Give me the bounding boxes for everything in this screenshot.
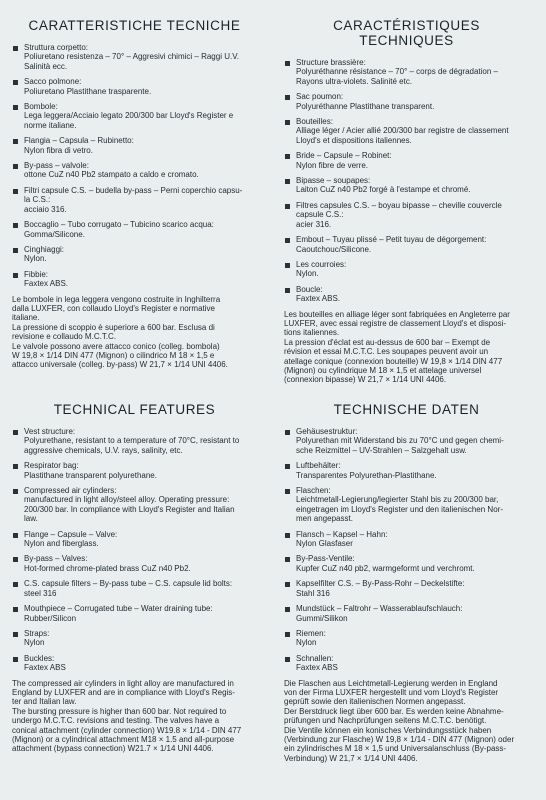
bullet-square-icon	[285, 533, 290, 538]
feature-list-german	[284, 427, 529, 673]
feature-item-text: Compressed air cylinders: manufactured in light alloy/steel alloy. Operating pressure: 200/300 bar. In compliance with Lloyd's Register and Italian law.	[24, 486, 235, 524]
bullet-square-icon	[13, 657, 18, 662]
feature-item-text: Buckles: Faxtex ABS	[24, 653, 66, 673]
feature-list-item	[12, 654, 257, 673]
feature-item-text: Sac poumon: Polyuréthanne Plastithane transparent.	[296, 92, 435, 111]
feature-list-item	[284, 530, 529, 549]
section-german	[284, 402, 529, 771]
bullet-square-icon	[13, 46, 18, 51]
feature-item-text: Straps: Nylon	[24, 628, 50, 648]
feature-item-text: Riemen: Nylon	[296, 628, 326, 648]
feature-list-item	[284, 201, 529, 229]
bullet-square-icon	[13, 139, 18, 144]
feature-item-text: Vest structure: Polyurethane, resistant to a temperature of 70°C, resistant to aggressive chemicals, U.V. rays, salinity, etc.	[24, 427, 240, 455]
feature-list-item	[12, 486, 257, 524]
feature-list-item	[12, 43, 257, 71]
bullet-square-icon	[285, 204, 290, 209]
feature-item-text: Structure brassière: Polyuréthanne résistance – 70° – corps de dégradation – Rayons ultra-violets. Salinité etc.	[296, 58, 498, 86]
section-heading-french: CARACTÉRISTIQUES TECHNIQUES	[333, 18, 480, 48]
feature-list-item	[12, 530, 257, 549]
bullet-square-icon	[13, 607, 18, 612]
feature-item-text: Flansch – Kapsel – Hahn: Nylon Glasfaser	[296, 529, 388, 549]
feature-item-text: Kapselfilter C.S. – By-Pass-Rohr – Deckelstifte: Stahl 316	[296, 579, 465, 598]
feature-list-item	[12, 427, 257, 455]
bullet-square-icon	[285, 557, 290, 562]
feature-item-text: Bipasse – soupapes: Laiton CuZ n40 Pb2 forgé à l'estampe et chromé.	[296, 176, 471, 195]
feature-list-item	[12, 136, 257, 155]
feature-list-item	[284, 151, 529, 170]
feature-list-item	[12, 461, 257, 480]
bullet-square-icon	[13, 273, 18, 278]
section-english	[12, 402, 257, 762]
feature-list-item	[12, 77, 257, 96]
feature-item-text: Cinghiaggi: Nylon.	[24, 244, 65, 264]
bullet-square-icon	[285, 288, 290, 293]
bullet-square-icon	[285, 154, 290, 159]
feature-list-item	[284, 461, 529, 480]
bullet-square-icon	[285, 238, 290, 243]
bullet-square-icon	[285, 657, 290, 662]
feature-list-item	[284, 260, 529, 279]
bullet-square-icon	[285, 95, 290, 100]
bullet-square-icon	[13, 80, 18, 85]
feature-list-item	[12, 102, 257, 130]
feature-list-item	[12, 220, 257, 239]
feature-list-item	[284, 604, 529, 623]
section-french	[284, 18, 529, 393]
bullet-square-icon	[285, 120, 290, 125]
feature-list-item	[284, 629, 529, 648]
bullet-square-icon	[13, 105, 18, 110]
section-heading-italian: CARATTERISTICHE TECNICHE	[28, 18, 241, 33]
feature-list-item	[284, 579, 529, 598]
bullet-square-icon	[13, 533, 18, 538]
feature-list-item	[284, 235, 529, 254]
bullet-square-icon	[285, 430, 290, 435]
feature-item-text: Bouteilles: Alliage léger / Acier allié 200/300 bar registre de classement Lloyd's et dispositions italiennes.	[296, 117, 509, 145]
feature-list-item	[284, 176, 529, 195]
feature-list-item	[284, 58, 529, 86]
feature-list-item	[12, 554, 257, 573]
feature-item-text: Flange – Capsule – Valve: Nylon and fiberglass.	[24, 529, 118, 549]
feature-item-text: Mundstück – Faltrohr – Wasserablaufschlauch: Gummi/Silikon	[296, 604, 463, 623]
bullet-square-icon	[285, 179, 290, 184]
feature-list-item	[12, 579, 257, 598]
bullet-square-icon	[13, 223, 18, 228]
feature-item-text: Filtres capsules C.S. – boyau bipasse – cheville couvercle capsule C.S.: acier 316.	[296, 200, 502, 229]
feature-list-item	[284, 285, 529, 304]
feature-list-french	[284, 58, 529, 304]
bullet-square-icon	[285, 464, 290, 469]
bullet-square-icon	[13, 557, 18, 562]
section-note-french: Les bouteilles en alliage léger sont fabriquées en Angleterre par LUXFER, avec essai registre de classement Lloyd's et disposi- tions italiennes. La pression d'éclat est au-dessus de 600 bar – Exempt de révision et essai M.C.T.C. Les soupapes peuvent avoir un atellage conique (connexion bouteille) W 19,8 × 1/14 DIN 477 (Mignon) ou cylindrique M 18 × 1,5 et attelage universel (connexion bipasse) W 21,7 × 1/14 UNI 4406.	[284, 309, 510, 385]
bullet-square-icon	[285, 632, 290, 637]
feature-item-text: By-Pass-Ventile: Kupfer CuZ n40 pb2, warmgeformt und verchromt.	[296, 554, 475, 573]
feature-list-item	[12, 604, 257, 623]
feature-item-text: Boucle: Faxtex ABS.	[296, 284, 341, 304]
feature-item-text: Bride – Capsule – Robinet: Nylon fibre de verre.	[296, 151, 392, 170]
feature-list-italian	[12, 43, 257, 289]
feature-list-item	[12, 629, 257, 648]
feature-list-item	[284, 654, 529, 673]
feature-item-text: By-pass – valvole: ottone CuZ n40 Pb2 stampato a caldo e cromato.	[24, 161, 199, 180]
bullet-square-icon	[13, 164, 18, 169]
bullet-square-icon	[285, 263, 290, 268]
section-italian	[12, 18, 257, 378]
feature-list-item	[284, 554, 529, 573]
feature-item-text: Struttura corpetto: Poliuretano resistenza – 70° – Aggresivi chimici – Raggi U.V. Salinità ecc.	[24, 43, 240, 71]
feature-item-text: Les courroies: Nylon.	[296, 259, 347, 279]
bullet-square-icon	[285, 582, 290, 587]
feature-item-text: Fibbie: Faxtex ABS.	[24, 269, 69, 289]
section-note-italian: Le bombole in lega leggera vengono costruite in Inghilterra dalla LUXFER, con collaudo Lloyd's Register e normative italiane. La pressione di scoppio è superiore a 600 bar. Esclusa di revisione e collaudo M.C.T.C. Le valvole possono avere attacco conico (colleg. bombola) W 19,8 × 1/14 DIN 477 (Mignon) o cilindrico M 18 × 1,5 e attacco universale (colleg. by-pass) W 21,7 × 1/14 UNI 4406.	[12, 294, 228, 370]
bullet-square-icon	[13, 464, 18, 469]
feature-list-item	[284, 117, 529, 145]
section-heading-german: TECHNISCHE DATEN	[333, 402, 480, 417]
bullet-square-icon	[285, 489, 290, 494]
bullet-square-icon	[13, 189, 18, 194]
bullet-square-icon	[13, 248, 18, 253]
feature-item-text: Bombole: Lega leggera/Acciaio legato 200/300 bar Lloyd's Register e norme italiane.	[24, 102, 234, 130]
feature-item-text: Sacco polmone: Poliuretano Plastithane trasparente.	[24, 77, 152, 96]
feature-item-text: Mouthpiece – Corrugated tube – Water draining tube: Rubber/Silicon	[24, 604, 213, 623]
feature-item-text: Gehäusestruktur: Polyurethan mit Widerstand bis zu 70°C und gegen chemi- sche Reizmittel – UV-Strahlen – Salzgehalt usw.	[296, 427, 504, 455]
feature-list-item	[284, 92, 529, 111]
bullet-square-icon	[13, 430, 18, 435]
feature-item-text: Schnallen: Faxtex ABS	[296, 653, 338, 673]
bullet-square-icon	[13, 632, 18, 637]
feature-list-item	[284, 486, 529, 524]
feature-item-text: Respirator bag: Plastithane transparent polyurethane.	[24, 461, 157, 480]
bullet-square-icon	[13, 582, 18, 587]
feature-item-text: Flangia – Capsula – Rubinetto: Nylon fibra di vetro.	[24, 136, 134, 155]
feature-item-text: Filtri capsule C.S. – budella by-pass – Perni coperchio capsu- la C.S.: acciaio 316.	[24, 185, 243, 214]
feature-list-item	[12, 161, 257, 180]
feature-list-english	[12, 427, 257, 673]
feature-list-item	[12, 245, 257, 264]
section-note-english: The compressed air cylinders in light alloy are manufactured in England by LUXFER and are in compliance with Lloyd's Regis- ter and Italian law. The bursting pressure is higher than 600 bar. Not required to undergo M.C.T.C. revisions and testing. The valves have a conical attachment (cylinder connection) W19.8 × 1/14 - DIN 477 (Mignon) or a cylindrical attachment M18 × 1.5 and all-purpose attachment (bypass connection) W21.7 × 1/14 UNI 4406.	[12, 678, 242, 754]
feature-item-text: Boccaglio – Tubo corrugato – Tubicino scarico acqua: Gomma/Silicone.	[24, 220, 214, 239]
section-heading-english: TECHNICAL FEATURES	[53, 402, 216, 417]
feature-item-text: Flaschen: Leichtmetall-Legierung/legierter Stahl bis zu 200/300 bar, eingetragen im Lloyd's Register und den italienischen Nor- men angepasst.	[296, 486, 503, 524]
feature-item-text: C.S. capsule filters – By-pass tube – C.S. capsule lid bolts: steel 316	[24, 579, 233, 598]
feature-item-text: Embout – Tuyau plissé – Petit tuyau de dégorgement: Caoutchouc/Silicone.	[296, 235, 487, 254]
bullet-square-icon	[285, 607, 290, 612]
feature-list-item	[12, 270, 257, 289]
bullet-square-icon	[13, 489, 18, 494]
section-note-german: Die Flaschen aus Leichtmetall-Legierung werden in England von der Firma LUXFER hergestellt und vom Lloyd's Register geprüft sowie den italienischen Normen angepasst. Der Berstdruck liegt über 600 bar. Es werden keine Abnahme- prüfungen und Nachprüfungen seitens M.C.T.C. benötigt. Die Ventile können ein konisches Verbindungsstück haben (Verbindung zur Flasche) W 19,8 × 1/14 - DIN 477 (Mignon) oder ein zylindrisches M 18 × 1,5 und Universalanschluss (By-pass- Verbindung) W 21,7 × 1/14 UNI 4406.	[284, 678, 515, 763]
feature-item-text: Luftbehälter: Transparentes Polyurethan-Plastithane.	[296, 461, 437, 480]
feature-item-text: By-pass – Valves: Hot-formed chrome-plated brass CuZ n40 Pb2.	[24, 554, 191, 573]
bullet-square-icon	[285, 61, 290, 66]
feature-list-item	[284, 427, 529, 455]
feature-list-item	[12, 186, 257, 214]
